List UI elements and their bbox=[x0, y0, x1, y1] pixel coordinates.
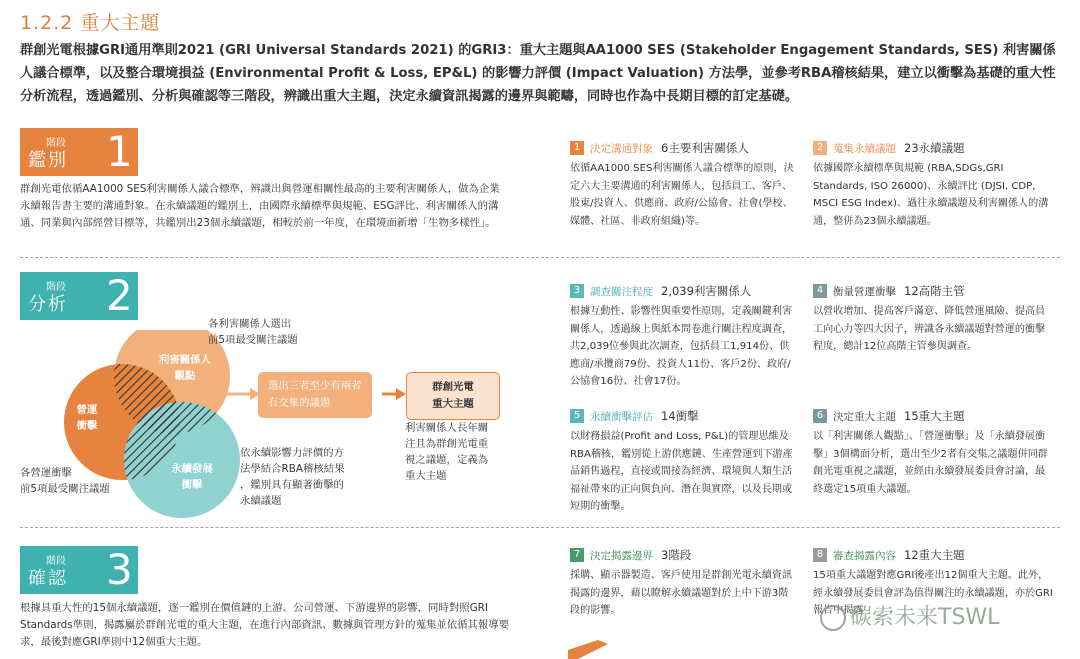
step-label: 永續衝擊評估 bbox=[590, 410, 653, 423]
step-label: 調查關注程度 bbox=[590, 285, 653, 298]
step-value: 15重大主題 bbox=[904, 409, 965, 423]
step-label: 決定重大主題 bbox=[833, 410, 896, 423]
stage-1-name: 鑑別 bbox=[28, 150, 68, 171]
step-value: 12重大主題 bbox=[904, 548, 965, 562]
step-number: 4 bbox=[813, 284, 827, 298]
wechat-icon bbox=[820, 605, 846, 631]
step-body: 根據互動性、影響性與重要性原則，定義關鍵利害關係人，透過線上與紙本問卷進行關注程度調查，共2,039位參與此次調查，包括員工1,914份、供應商/承攬商79份、投資人11份、客戶2份、政府/公協會16份、社會17份。 bbox=[570, 306, 793, 387]
step-body: 以財務損益(Profit and Loss, P&L)的管理思維及RBA稽核，鑑別從上游供應鏈、生產營運到下游產品銷售過程，直接或間接為經濟、環境與人類生活福祉帶來的正向與負向、潛在與實際，以及長期或短期的衝擊。 bbox=[570, 431, 793, 512]
stage-2-number: 2 bbox=[106, 271, 133, 320]
stage-1-badge bbox=[20, 128, 138, 176]
stage-3-name: 確認 bbox=[28, 568, 68, 589]
step-body: 依據國際永續標準與規範 (RBA,SDGs,GRI Standards, ISO 26000)、永續評比 (DJSI, CDP, MSCI ESG Index)、過往永續議題及利害關係人的溝通，整併為23個永續議題。 bbox=[813, 163, 1049, 227]
overlap-pill: 選出三者至少有兩者 有交集的議題 bbox=[258, 372, 372, 418]
stage-2-badge bbox=[20, 272, 138, 320]
step-card-6 bbox=[813, 408, 1053, 498]
venn-note-top: 各利害關係人選出 前5項最受關注議題 bbox=[208, 318, 298, 346]
watermark-text: 碳索未来TSWL bbox=[850, 605, 1000, 630]
step-value: 23永續議題 bbox=[904, 141, 965, 155]
step-card-7 bbox=[570, 547, 795, 620]
step-card-1 bbox=[570, 140, 795, 230]
step-value: 3階段 bbox=[661, 548, 692, 562]
watermark bbox=[820, 600, 999, 631]
step-number: 2 bbox=[813, 141, 827, 155]
venn-note-bottom: 依永續影響力評價的方 法學結合RBA稽核結果 ，鑑別具有顯著衝擊的 永續議題 bbox=[240, 447, 345, 507]
step-card-2 bbox=[813, 140, 1053, 230]
corner-accent bbox=[568, 640, 608, 659]
venn-note-left: 各營運衝擊 前5項最受關注議題 bbox=[20, 467, 110, 495]
step-label: 決定揭露邊界 bbox=[590, 549, 653, 562]
venn-ops-label: 營運 衝擊 bbox=[76, 404, 98, 432]
step-label: 蒐集永續議題 bbox=[833, 142, 896, 155]
step-label: 衡量營運衝擊 bbox=[833, 285, 896, 298]
stage-3-number: 3 bbox=[106, 545, 133, 594]
step-number: 3 bbox=[570, 284, 584, 298]
step-body: 以營收增加、提高客戶滿意、降低營運風險、提高員工向心力等四大因子，辨識各永續議題對營運的衝擊程度，總計12位高階主管參與調查。 bbox=[813, 306, 1046, 352]
step-body: 以「利害關係人觀點」、「營運衝擊」及「永續發展衝擊」3個構面分析，選出至少2者有交集之議題併同群創光電重視之議題，並經由永續發展委員會討論，最終選定15項重大議題。 bbox=[813, 431, 1048, 495]
divider bbox=[20, 527, 1060, 528]
result-note: 利害關係人長年關 注且為群創光電重 視之議題，定義為 重大主題 bbox=[405, 422, 489, 482]
result-box: 群創光電 重大主題 bbox=[406, 372, 500, 420]
step-number: 1 bbox=[570, 141, 584, 155]
step-number: 6 bbox=[813, 409, 827, 423]
step-number: 8 bbox=[813, 548, 827, 562]
step-card-3 bbox=[570, 283, 795, 391]
step-value: 14衝擊 bbox=[661, 409, 699, 423]
step-value: 6主要利害關係人 bbox=[661, 141, 749, 155]
step-body: 15項重大議題對應GRI後產出12個重大主題。此外，經永續發展委員會評為值得關注的永續議題，亦於GRI報告中揭露 bbox=[813, 570, 1053, 616]
stage-1-number: 1 bbox=[106, 127, 133, 176]
stage-1-small: 階段 bbox=[46, 138, 66, 149]
step-card-5 bbox=[570, 408, 795, 516]
step-label: 審查揭露內容 bbox=[833, 549, 896, 562]
stage-2-small: 階段 bbox=[46, 282, 66, 293]
stage-3-text: 根據具重大性的15個永續議題，逐一鑑別在價值鏈的上游、公司營運、下游邊界的影響，同時對照GRI Standards準則，揭露屬於群創光電的重大主題，在進行內部資訊、數據與管理方針的蒐集並依循其報導要求，最後對應GRI準則中12個重大主題。 bbox=[20, 602, 510, 648]
intro-paragraph: 群創光電根據GRI通用準則2021 (GRI Universal Standards 2021) 的GRI3：重大主題與AA1000 SES (Stakeholder Engagement Standards, SES) 利害關係人議合標準，以及整合環境損益 (Environmental Profit & Loss, EP&L) 的影響力評價 (Impact Valuation) 方法學，並參考RBA稽核結果，建立以衝擊為基礎的重大性分析流程，透過鑑別、分析與確認等三階段，辨識出重大主題，決定永續資訊揭露的邊界與範疇，同時也作為中長期目標的訂定基礎。 bbox=[20, 43, 1056, 104]
stage-3-small: 階段 bbox=[46, 556, 66, 567]
stage-3-badge bbox=[20, 546, 138, 594]
stage-1-text: 群創光電依循AA1000 SES利害關係人議合標準，辨識出與營運相關性最高的主要利害關係人，做為企業永續報告書主要的溝通對象。在永續議題的鑑別上，由國際永續標準與規範、ESG評比、利害關係人的溝通、同業與內部經營目標等，共鑑別出23個永續議題，相較於前一年度，在環境面新增「生物多樣性」。 bbox=[20, 183, 500, 229]
step-value: 2,039利害關係人 bbox=[661, 284, 752, 298]
arrow-icon bbox=[382, 384, 406, 404]
step-number: 5 bbox=[570, 409, 584, 423]
step-value: 12高階主管 bbox=[904, 284, 965, 298]
step-body: 依循AA1000 SES利害關係人議合標準的原則，決定六大主要溝通的利害關係人，包括員工、客戶、股東/投資人、供應商、政府/公協會、社會(學校、媒體、社區、非政府組織)等。 bbox=[570, 163, 794, 227]
section-title: 1.2.2 重大主題 bbox=[20, 12, 161, 34]
divider bbox=[20, 257, 1060, 258]
step-number: 7 bbox=[570, 548, 584, 562]
arrow-icon bbox=[220, 384, 260, 404]
venn-stakeholder-label: 利害關係人 觀點 bbox=[159, 354, 211, 382]
step-label: 決定溝通對象 bbox=[590, 142, 653, 155]
step-card-4 bbox=[813, 283, 1053, 356]
step-body: 採購、顯示器製造、客戶使用是群創光電永續資訊揭露的邊界，藉以瞭解永續議題對於上中下游3階段的影響。 bbox=[570, 570, 793, 616]
stage-2-name: 分析 bbox=[28, 294, 68, 315]
venn-sustain-label: 永續發展 衝擊 bbox=[171, 463, 213, 491]
